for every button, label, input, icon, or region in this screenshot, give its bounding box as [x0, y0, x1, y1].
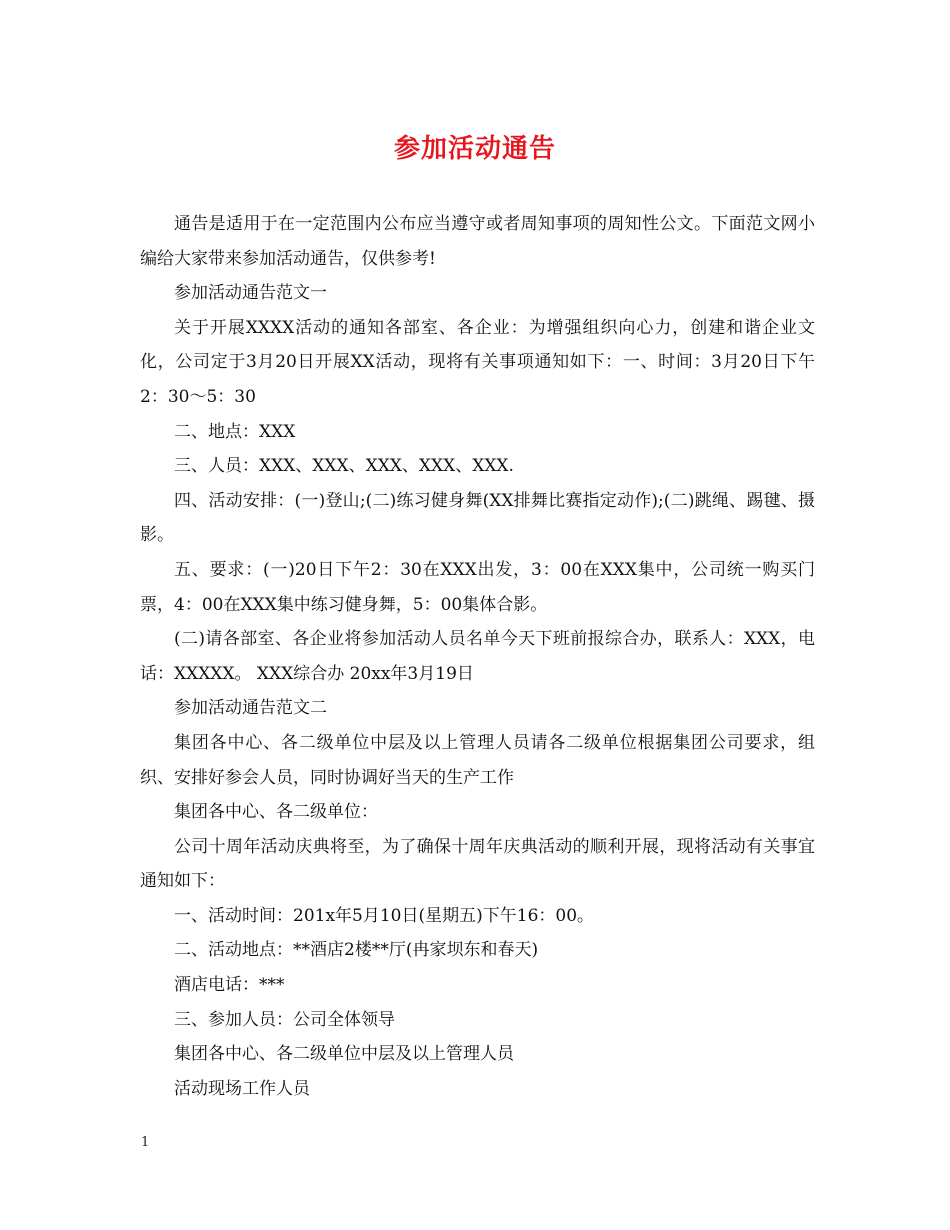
document-title: 参加活动通告 — [393, 134, 556, 164]
section-heading: 参加活动通告范文二 — [174, 698, 327, 719]
document-body — [140, 207, 815, 1106]
paragraph: 二、活动地点：**酒店2楼**厅(冉家坝东和春天) — [174, 940, 539, 961]
paragraph: 三、参加人员：公司全体领导 — [174, 1009, 395, 1030]
paragraph: (二)请各部室、各企业将参加活动人员名单今天下班前报综合办，联系人：XXX，电话：XXXXX。 XXX综合办 20xx年3月19日 — [140, 629, 815, 684]
paragraph: 集团各中心、各二级单位： — [174, 802, 378, 823]
page-number: 1 — [141, 1135, 150, 1150]
paragraph: 酒店电话：*** — [174, 975, 285, 996]
paragraph: 活动现场工作人员 — [174, 1078, 310, 1099]
section-heading: 参加活动通告范文一 — [174, 283, 327, 304]
paragraph: 公司十周年活动庆典将至，为了确保十周年庆典活动的顺利开展，现将活动有关事宜通知如下： — [140, 836, 815, 892]
paragraph: 四、活动安排：(一)登山;(二)练习健身舞(XX排舞比赛指定动作);(二)跳绳、踢毽、摄影。 — [140, 490, 815, 546]
paragraph: 五、要求：(一)20日下午2：30在XXX出发，3：00在XXX集中，公司统一购买门票，4：00在XXX集中练习健身舞，5：00集体合影。 — [140, 559, 815, 615]
paragraph: 通告是适用于在一定范围内公布应当遵守或者周知事项的周知性公文。下面范文网小编给大家带来参加活动通告，仅供参考! — [140, 214, 815, 269]
paragraph: 集团各中心、各二级单位中层及以上管理人员请各二级单位根据集团公司要求，组织、安排好参会人员，同时协调好当天的生产工作 — [140, 732, 815, 788]
paragraph: 集团各中心、各二级单位中层及以上管理人员 — [174, 1044, 514, 1065]
paragraph: 三、人员：XXX、XXX、XXX、XXX、XXX. — [174, 456, 514, 477]
paragraph: 二、地点：XXX — [174, 421, 296, 442]
paragraph: 一、活动时间：201x年5月10日(星期五)下午16：00。 — [174, 905, 595, 926]
paragraph: 关于开展XXXX活动的通知各部室、各企业：为增强组织向心力，创建和谐企业文化，公司定于3月20日开展XX活动，现将有关事项通知如下：一、时间：3月20日下午2：30～5：30 — [140, 317, 815, 407]
